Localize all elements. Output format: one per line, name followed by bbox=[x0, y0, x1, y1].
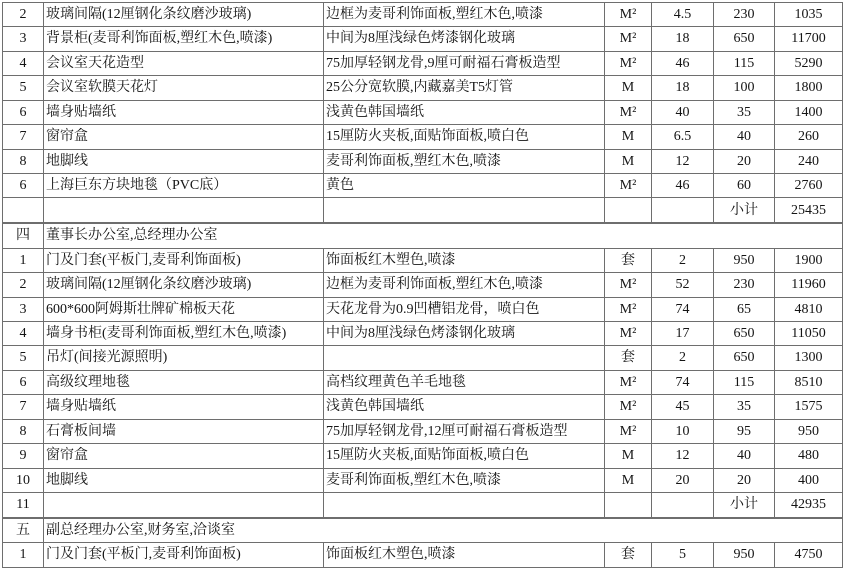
cell-no bbox=[3, 198, 44, 223]
cell-price: 65 bbox=[714, 297, 775, 321]
cell-qty: 2 bbox=[652, 248, 714, 272]
cell-item: 玻璃间隔(12厘钢化条纹磨沙玻璃) bbox=[44, 3, 324, 27]
subtotal-label-cell: 小计 bbox=[714, 492, 775, 517]
cell-total: 4750 bbox=[775, 543, 843, 568]
cell-price: 60 bbox=[714, 173, 775, 197]
section-title-cell: 副总经理办公室,财务室,洽谈室 bbox=[44, 518, 843, 543]
cell-unit: M bbox=[605, 468, 652, 492]
table-row bbox=[3, 273, 843, 297]
cell-no: 6 bbox=[3, 100, 44, 124]
cell-qty: 18 bbox=[652, 27, 714, 51]
cell-no: 10 bbox=[3, 468, 44, 492]
cell-no: 7 bbox=[3, 395, 44, 419]
cell-desc: 天花龙骨为0.9凹槽铝龙骨，喷白色 bbox=[324, 297, 605, 321]
cell-no: 9 bbox=[3, 444, 44, 468]
cell-price: 40 bbox=[714, 444, 775, 468]
cell-qty: 4.5 bbox=[652, 3, 714, 27]
cell-price: 95 bbox=[714, 419, 775, 443]
cell-price: 35 bbox=[714, 100, 775, 124]
cell-unit: 套 bbox=[605, 346, 652, 370]
table-row bbox=[3, 346, 843, 370]
cell-qty: 18 bbox=[652, 76, 714, 100]
cell-no: 8 bbox=[3, 149, 44, 173]
cell-item: 墙身书柜(麦哥利饰面板,塑红木色,喷漆) bbox=[44, 321, 324, 345]
cell-unit: M bbox=[605, 76, 652, 100]
cell-price: 40 bbox=[714, 125, 775, 149]
cell-unit: M² bbox=[605, 3, 652, 27]
cell-total: 4810 bbox=[775, 297, 843, 321]
cell-no: 5 bbox=[3, 76, 44, 100]
table-row bbox=[3, 543, 843, 568]
section-number-cell: 五 bbox=[3, 518, 44, 543]
cell-no: 11 bbox=[3, 492, 44, 517]
table-row bbox=[3, 321, 843, 345]
cell-unit: M² bbox=[605, 51, 652, 75]
cell-no: 1 bbox=[3, 248, 44, 272]
cell-unit: M² bbox=[605, 321, 652, 345]
cell-qty bbox=[652, 492, 714, 517]
cell-qty: 20 bbox=[652, 468, 714, 492]
cell-desc bbox=[324, 198, 605, 223]
table-row bbox=[3, 149, 843, 173]
cell-total: 1800 bbox=[775, 76, 843, 100]
cell-desc: 黄色 bbox=[324, 173, 605, 197]
cell-desc: 边框为麦哥利饰面板,塑红木色,喷漆 bbox=[324, 273, 605, 297]
cell-unit: M² bbox=[605, 173, 652, 197]
cell-unit: M² bbox=[605, 273, 652, 297]
cell-desc: 中间为8厘浅绿色烤漆钢化玻璃 bbox=[324, 27, 605, 51]
cell-total: 950 bbox=[775, 419, 843, 443]
cell-price: 230 bbox=[714, 273, 775, 297]
cell-no: 7 bbox=[3, 125, 44, 149]
table-row bbox=[3, 468, 843, 492]
cell-item: 门及门套(平板门,麦哥利饰面板) bbox=[44, 248, 324, 272]
cell-item: 石膏板间墙 bbox=[44, 419, 324, 443]
cell-total: 480 bbox=[775, 444, 843, 468]
cell-desc: 高档纹理黄色羊毛地毯 bbox=[324, 370, 605, 394]
cell-total: 260 bbox=[775, 125, 843, 149]
cell-item: 会议室软膜天花灯 bbox=[44, 76, 324, 100]
subtotal-label-cell: 小计 bbox=[714, 198, 775, 223]
cell-total: 11700 bbox=[775, 27, 843, 51]
table-row bbox=[3, 297, 843, 321]
cell-desc: 边框为麦哥利饰面板,塑红木色,喷漆 bbox=[324, 3, 605, 27]
cell-desc: 15厘防火夹板,面贴饰面板,喷白色 bbox=[324, 444, 605, 468]
cell-unit: M² bbox=[605, 419, 652, 443]
cell-no: 2 bbox=[3, 273, 44, 297]
cell-desc bbox=[324, 492, 605, 517]
cell-desc: 麦哥利饰面板,塑红木色,喷漆 bbox=[324, 149, 605, 173]
cell-no: 8 bbox=[3, 419, 44, 443]
cell-desc: 25公分宽软膜,内藏嘉美T5灯管 bbox=[324, 76, 605, 100]
cell-desc: 饰面板红木塑色,喷漆 bbox=[324, 543, 605, 568]
section-header-row bbox=[3, 223, 843, 248]
cell-item: 600*600阿姆斯壮牌矿棉板天花 bbox=[44, 297, 324, 321]
cell-qty: 46 bbox=[652, 173, 714, 197]
cell-unit: M bbox=[605, 444, 652, 468]
cell-no: 6 bbox=[3, 173, 44, 197]
cell-desc: 75加厚轻钢龙骨,12厘可耐福石膏板造型 bbox=[324, 419, 605, 443]
section-header-row bbox=[3, 518, 843, 543]
cell-price: 115 bbox=[714, 51, 775, 75]
cell-qty: 5 bbox=[652, 543, 714, 568]
cell-desc: 75加厚轻钢龙骨,9厘可耐福石膏板造型 bbox=[324, 51, 605, 75]
cell-total: 2760 bbox=[775, 173, 843, 197]
cell-unit: M² bbox=[605, 370, 652, 394]
cell-price: 650 bbox=[714, 27, 775, 51]
cell-unit: M bbox=[605, 149, 652, 173]
subtotal-value-cell: 42935 bbox=[775, 492, 843, 517]
cell-price: 35 bbox=[714, 395, 775, 419]
cell-total: 1900 bbox=[775, 248, 843, 272]
table-row bbox=[3, 125, 843, 149]
cell-item: 地脚线 bbox=[44, 468, 324, 492]
cell-no: 6 bbox=[3, 370, 44, 394]
cell-item: 窗帘盒 bbox=[44, 444, 324, 468]
cell-item: 吊灯(间接光源照明) bbox=[44, 346, 324, 370]
cell-no: 4 bbox=[3, 51, 44, 75]
table-row bbox=[3, 51, 843, 75]
cell-total: 11960 bbox=[775, 273, 843, 297]
subtotal-value-cell: 25435 bbox=[775, 198, 843, 223]
cell-qty: 40 bbox=[652, 100, 714, 124]
cell-desc: 浅黄色韩国墙纸 bbox=[324, 100, 605, 124]
subtotal-row bbox=[3, 198, 843, 223]
quotation-table bbox=[2, 2, 843, 568]
table-row bbox=[3, 395, 843, 419]
section-title-cell: 董事长办公室,总经理办公室 bbox=[44, 223, 843, 248]
cell-unit bbox=[605, 198, 652, 223]
cell-price: 115 bbox=[714, 370, 775, 394]
cell-price: 650 bbox=[714, 346, 775, 370]
table-row bbox=[3, 76, 843, 100]
cell-qty: 2 bbox=[652, 346, 714, 370]
cell-total: 240 bbox=[775, 149, 843, 173]
cell-desc bbox=[324, 346, 605, 370]
cell-qty: 46 bbox=[652, 51, 714, 75]
cell-item: 背景柜(麦哥利饰面板,塑红木色,喷漆) bbox=[44, 27, 324, 51]
cell-desc: 中间为8厘浅绿色烤漆钢化玻璃 bbox=[324, 321, 605, 345]
cell-no: 3 bbox=[3, 297, 44, 321]
cell-unit: 套 bbox=[605, 248, 652, 272]
cell-item: 上海巨东方块地毯（PVC底） bbox=[44, 173, 324, 197]
cell-total: 1035 bbox=[775, 3, 843, 27]
cell-qty: 52 bbox=[652, 273, 714, 297]
cell-item: 门及门套(平板门,麦哥利饰面板) bbox=[44, 543, 324, 568]
cell-price: 950 bbox=[714, 248, 775, 272]
table-row bbox=[3, 370, 843, 394]
section-number-cell: 四 bbox=[3, 223, 44, 248]
cell-item: 地脚线 bbox=[44, 149, 324, 173]
cell-total: 1300 bbox=[775, 346, 843, 370]
cell-item: 高级纹理地毯 bbox=[44, 370, 324, 394]
table-row bbox=[3, 173, 843, 197]
cell-qty: 12 bbox=[652, 444, 714, 468]
cell-desc: 麦哥利饰面板,塑红木色,喷漆 bbox=[324, 468, 605, 492]
cell-desc: 15厘防火夹板,面贴饰面板,喷白色 bbox=[324, 125, 605, 149]
cell-price: 230 bbox=[714, 3, 775, 27]
subtotal-row bbox=[3, 492, 843, 517]
cell-item: 会议室天花造型 bbox=[44, 51, 324, 75]
cell-qty: 74 bbox=[652, 297, 714, 321]
cell-qty: 12 bbox=[652, 149, 714, 173]
table-row bbox=[3, 248, 843, 272]
cell-desc: 饰面板红木塑色,喷漆 bbox=[324, 248, 605, 272]
cell-unit: M² bbox=[605, 395, 652, 419]
cell-price: 100 bbox=[714, 76, 775, 100]
cell-price: 950 bbox=[714, 543, 775, 568]
cell-total: 400 bbox=[775, 468, 843, 492]
cell-no: 1 bbox=[3, 543, 44, 568]
cell-total: 1400 bbox=[775, 100, 843, 124]
cell-item bbox=[44, 198, 324, 223]
table-row bbox=[3, 100, 843, 124]
cell-qty: 6.5 bbox=[652, 125, 714, 149]
cell-qty: 74 bbox=[652, 370, 714, 394]
cell-qty: 17 bbox=[652, 321, 714, 345]
cell-no: 3 bbox=[3, 27, 44, 51]
cell-price: 20 bbox=[714, 468, 775, 492]
cell-item: 窗帘盒 bbox=[44, 125, 324, 149]
cell-unit: 套 bbox=[605, 543, 652, 568]
table-row bbox=[3, 419, 843, 443]
cell-unit bbox=[605, 492, 652, 517]
cell-total: 1575 bbox=[775, 395, 843, 419]
cell-unit: M² bbox=[605, 297, 652, 321]
cell-total: 8510 bbox=[775, 370, 843, 394]
cell-price: 650 bbox=[714, 321, 775, 345]
cell-total: 5290 bbox=[775, 51, 843, 75]
cell-qty: 45 bbox=[652, 395, 714, 419]
cell-price: 20 bbox=[714, 149, 775, 173]
cell-no: 4 bbox=[3, 321, 44, 345]
cell-item: 玻璃间隔(12厘钢化条纹磨沙玻璃) bbox=[44, 273, 324, 297]
cell-total: 11050 bbox=[775, 321, 843, 345]
table-row bbox=[3, 3, 843, 27]
cell-desc: 浅黄色韩国墙纸 bbox=[324, 395, 605, 419]
cell-item bbox=[44, 492, 324, 517]
cell-unit: M bbox=[605, 125, 652, 149]
table-row bbox=[3, 27, 843, 51]
cell-item: 墙身贴墙纸 bbox=[44, 395, 324, 419]
cell-unit: M² bbox=[605, 27, 652, 51]
cell-qty: 10 bbox=[652, 419, 714, 443]
table-row bbox=[3, 444, 843, 468]
cell-no: 2 bbox=[3, 3, 44, 27]
cell-qty bbox=[652, 198, 714, 223]
cell-item: 墙身贴墙纸 bbox=[44, 100, 324, 124]
cell-unit: M² bbox=[605, 100, 652, 124]
cell-no: 5 bbox=[3, 346, 44, 370]
